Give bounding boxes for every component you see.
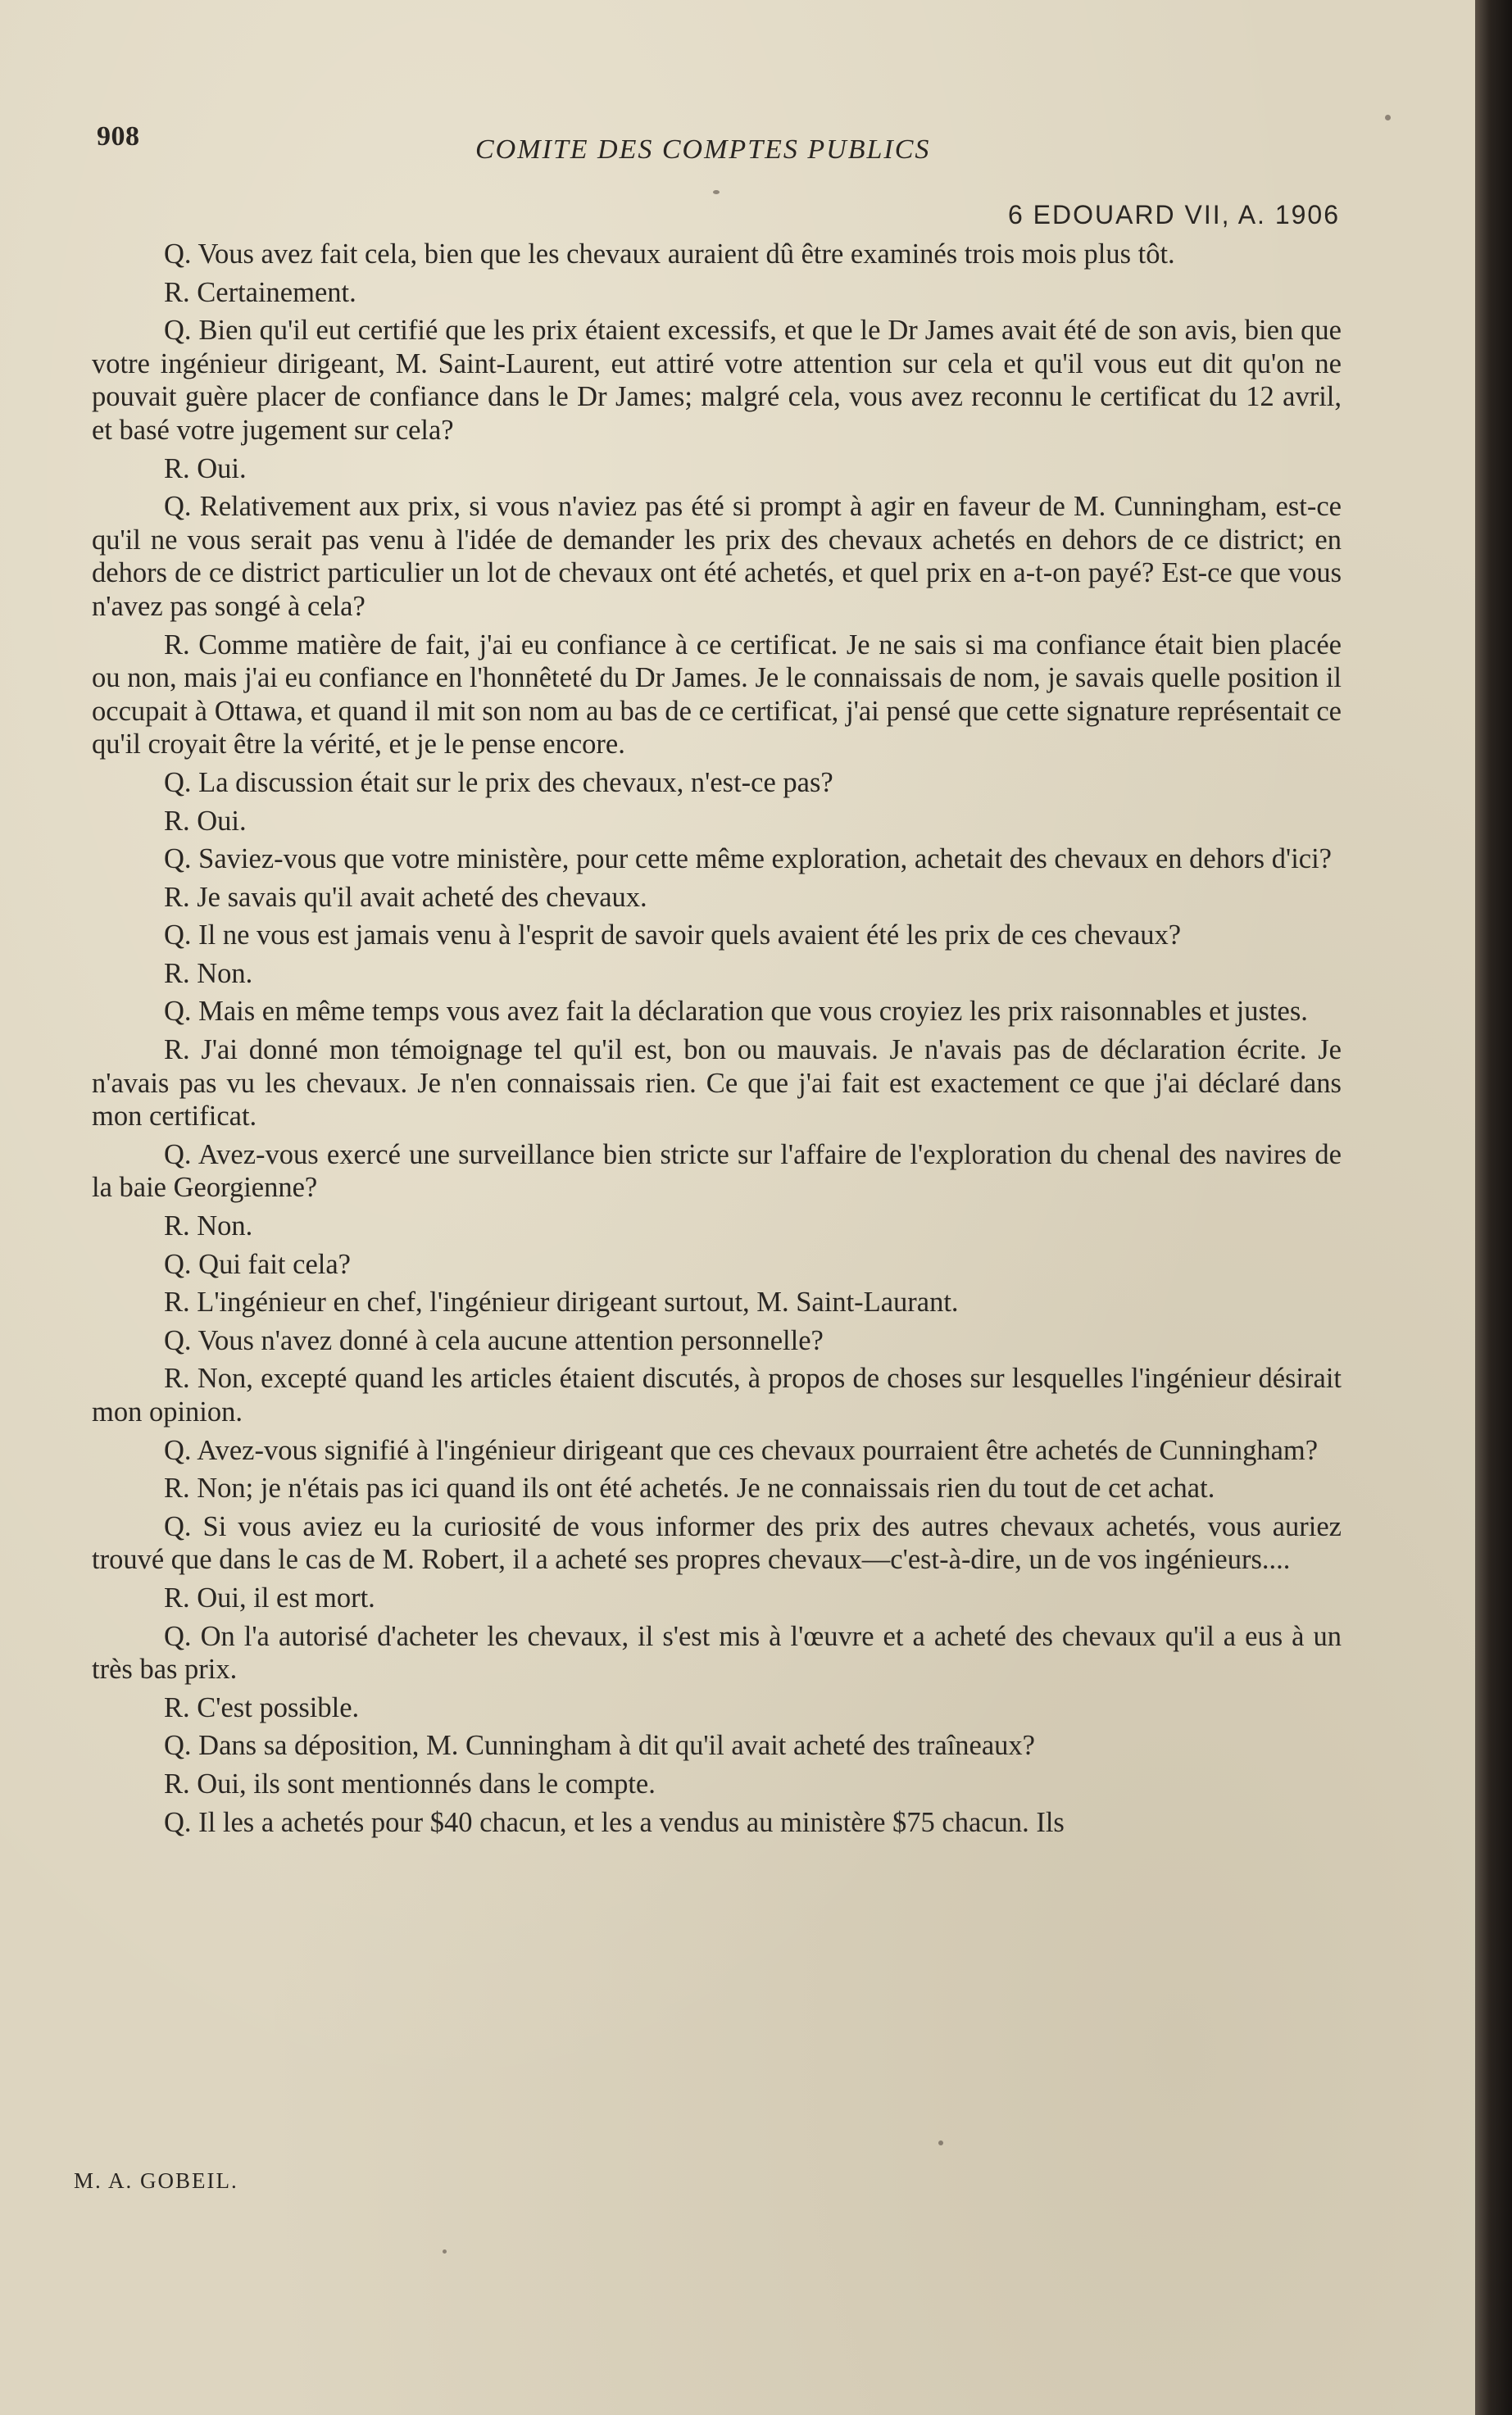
- paragraph-11: Q. Il ne vous est jamais venu à l'esprit de savoir quels avaient été les prix de ces chevaux?: [164, 919, 1182, 951]
- footer-signature: M. A. GOBEIL.: [74, 2168, 238, 2193]
- testimony-body: [92, 238, 1342, 1844]
- paragraph-20: R. Non, excepté quand les articles étaient discutés, à propos de choses sur lesquelles l'ingénieur désirait mon opinion.: [92, 1363, 1342, 1428]
- paragraph-25: Q. On l'a autorisé d'acheter les chevaux, il s'est mis à l'œuvre et a acheté des chevaux qu'il a eus à un très bas prix.: [92, 1620, 1342, 1686]
- paragraph-15: Q. Avez-vous exercé une surveillance bien stricte sur l'affaire de l'exploration du chenal des navires de la baie Georgienne?: [92, 1138, 1342, 1204]
- paragraph-27: Q. Dans sa déposition, M. Cunningham à dit qu'il avait acheté des traîneaux?: [164, 1730, 1035, 1762]
- paragraph-21: Q. Avez-vous signifié à l'ingénieur dirigeant que ces chevaux pourraient être achetés de Cunningham?: [164, 1434, 1319, 1466]
- paper-speck: [713, 190, 720, 194]
- paragraph-14: R. J'ai donné mon témoignage tel qu'il est, bon ou mauvais. Je n'avais pas de déclaration écrite. Je n'avais pas vu les chevaux. Je n'en connaissais rien. Ce que j'ai fait est exactement ce que j'ai déclaré dans mon certificat.: [92, 1034, 1342, 1133]
- paragraph-8: R. Oui.: [164, 805, 247, 837]
- paper-speck: [443, 2249, 447, 2254]
- paper-speck: [938, 2140, 943, 2145]
- paragraph-28: R. Oui, ils sont mentionnés dans le compte.: [164, 1768, 656, 1800]
- paragraph-19: Q. Vous n'avez donné à cela aucune attention personnelle?: [164, 1324, 824, 1356]
- paragraph-23: Q. Si vous aviez eu la curiosité de vous informer des prix des autres chevaux achetés, vous auriez trouvé que dans le cas de M. Robert, il a acheté ses propres chevaux—c'est-à-dire, un de vos ingénieurs....: [92, 1510, 1342, 1576]
- paper-speck: [1385, 115, 1391, 120]
- paragraph-5: Q. Relativement aux prix, si vous n'aviez pas été si prompt à agir en faveur de M. Cunningham, est-ce qu'il ne vous serait pas venu à l'idée de demander les prix des chevaux achetés en dehors de ce district; en dehors de ce district particulier un lot de chevaux ont été achetés, et quel prix en a-t-on payé? Est-ce que vous n'avez pas songé à cela?: [92, 491, 1342, 622]
- paragraph-18: R. L'ingénieur en chef, l'ingénieur dirigeant surtout, M. Saint-Laurant.: [164, 1287, 959, 1319]
- paragraph-6: R. Comme matière de fait, j'ai eu confiance à ce certificat. Je ne sais si ma confiance était bien placée ou non, mais j'ai eu confiance en l'honnêteté du Dr James. Je le connaissais de nom, je savais quelle position il occupait à Ottawa, et quand il mit son nom au bas de ce certificat, j'ai pensé que cette signature représentait ce qu'il croyait être la vérité, et je le pense encore.: [92, 629, 1342, 760]
- paragraph-1: Q. Vous avez fait cela, bien que les chevaux auraient dû être examinés trois mois plus tôt.: [164, 238, 1175, 270]
- paragraph-12: R. Non.: [164, 957, 253, 989]
- paragraph-4: R. Oui.: [164, 452, 247, 484]
- paragraph-13: Q. Mais en même temps vous avez fait la déclaration que vous croyiez les prix raisonnables et justes.: [164, 996, 1308, 1028]
- paragraph-7: Q. La discussion était sur le prix des chevaux, n'est-ce pas?: [164, 766, 833, 798]
- paragraph-17: Q. Qui fait cela?: [164, 1248, 351, 1280]
- binding-edge: [1475, 0, 1512, 2415]
- page-number: 908: [97, 121, 140, 152]
- session-header: 6 EDOUARD VII, A. 1906: [1007, 200, 1340, 229]
- paragraph-10: R. Je savais qu'il avait acheté des chevaux.: [164, 881, 647, 913]
- paragraph-3: Q. Bien qu'il eut certifié que les prix étaient excessifs, et que le Dr James avait été de son avis, bien que votre ingénieur dirigeant, M. Saint-Laurent, eut attiré votre attention sur cela et qu'il vous eut dit qu'on ne pouvait guère placer de confiance dans le Dr James; malgré cela, vous avez reconnu le certificat du 12 avril, et basé votre jugement sur cela?: [92, 315, 1342, 446]
- paragraph-9: Q. Saviez-vous que votre ministère, pour cette même exploration, achetait des chevaux en dehors d'ici?: [164, 843, 1332, 875]
- paragraph-24: R. Oui, il est mort.: [164, 1582, 375, 1614]
- paragraph-26: R. C'est possible.: [164, 1691, 360, 1723]
- paragraph-29: Q. Il les a achetés pour $40 chacun, et les a vendus au ministère $75 chacun. Ils: [164, 1806, 1065, 1838]
- paragraph-22: R. Non; je n'étais pas ici quand ils ont été achetés. Je ne connaissais rien du tout de cet achat.: [164, 1473, 1215, 1505]
- running-title: COMITE DES COMPTES PUBLICS: [475, 134, 931, 165]
- paragraph-16: R. Non.: [164, 1210, 253, 1242]
- paragraph-2: R. Certainement.: [164, 276, 356, 308]
